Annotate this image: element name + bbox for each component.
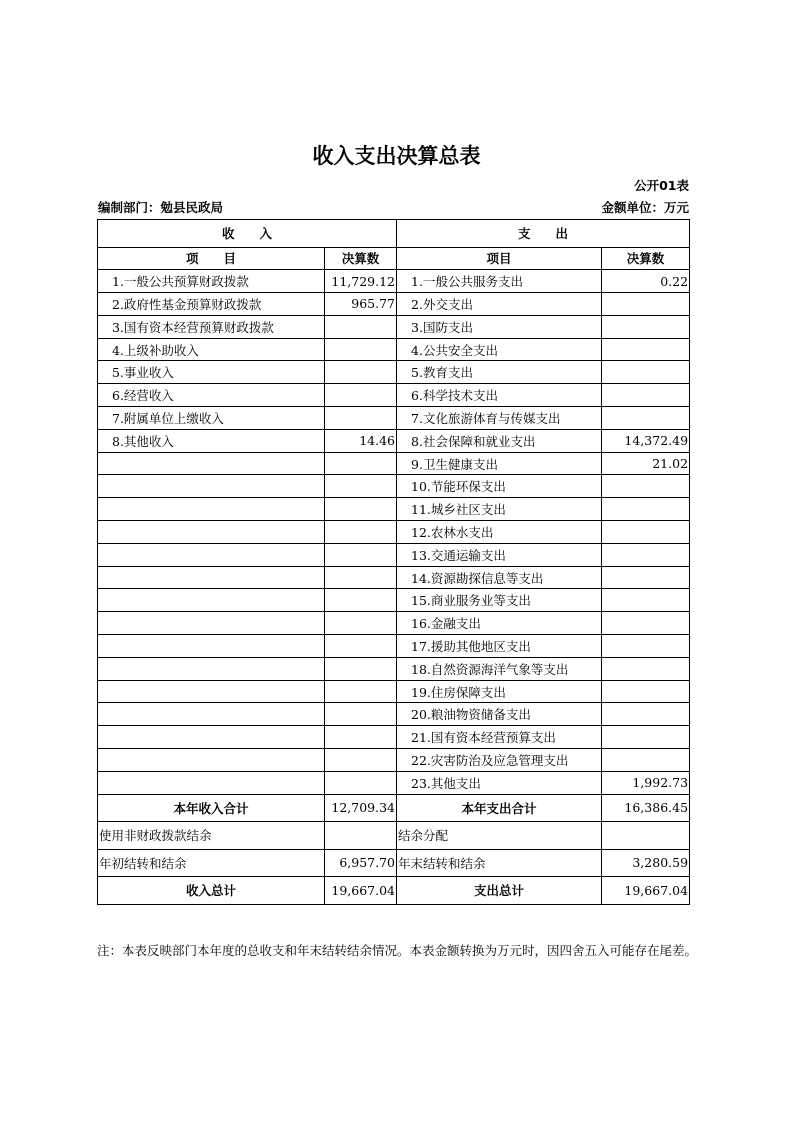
income-value-cell: [325, 589, 397, 612]
expense-value-cell: 1,992.73: [602, 771, 690, 794]
income-value-cell: [325, 749, 397, 772]
expense-item-cell: 14.资源勘探信息等支出: [397, 566, 602, 589]
expense-item-cell: 19.住房保障支出: [397, 680, 602, 703]
income-value-cell: [325, 384, 397, 407]
income-value-cell: [325, 703, 397, 726]
expense-item-cell: 年末结转和结余: [397, 849, 602, 877]
income-item-cell: [98, 703, 325, 726]
page-title: 收入支出决算总表: [312, 144, 481, 168]
expense-item-cell: 22.灾害防治及应急管理支出: [397, 749, 602, 772]
expense-value-cell: [602, 635, 690, 658]
expense-value-cell: [602, 475, 690, 498]
income-item-cell: [98, 475, 325, 498]
income-value-cell: [325, 407, 397, 430]
income-item-cell: 7.附属单位上缴收入: [98, 407, 325, 430]
income-item-cell: [98, 635, 325, 658]
income-item-cell: [98, 521, 325, 544]
income-value-cell: 11,729.12: [325, 270, 397, 293]
expense-section-header: 支 出: [397, 220, 690, 248]
table-row: [98, 338, 690, 361]
expense-value-cell: 21.02: [602, 452, 690, 475]
expense-item-cell: 1.一般公共服务支出: [397, 270, 602, 293]
table-row: [98, 361, 690, 384]
income-value-cell: [325, 475, 397, 498]
table-row: [98, 293, 690, 316]
expense-value-cell: [602, 680, 690, 703]
table-row: [98, 635, 690, 658]
expense-item-cell: 6.科学技术支出: [397, 384, 602, 407]
table-row: [98, 703, 690, 726]
expense-item-cell: 12.农林水支出: [397, 521, 602, 544]
table-row: [98, 498, 690, 521]
income-item-cell: 3.国有资本经营预算财政拨款: [98, 315, 325, 338]
income-value-cell: [325, 657, 397, 680]
expense-item-cell: 3.国防支出: [397, 315, 602, 338]
table-row: [98, 407, 690, 430]
expense-item-cell: 23.其他支出: [397, 771, 602, 794]
income-item-cell: 4.上级补助收入: [98, 338, 325, 361]
expense-item-cell: 20.粮油物资储备支出: [397, 703, 602, 726]
table-row: [98, 566, 690, 589]
income-item-cell: 1.一般公共预算财政拨款: [98, 270, 325, 293]
table-row: [98, 429, 690, 452]
expense-value-cell: [602, 589, 690, 612]
table-row: [98, 452, 690, 475]
table-row: [98, 589, 690, 612]
grand-total-row: [98, 877, 690, 905]
table-row: [98, 543, 690, 566]
income-item-cell: [98, 612, 325, 635]
income-value-cell: 965.77: [325, 293, 397, 316]
expense-item-cell: 10.节能环保支出: [397, 475, 602, 498]
income-value-cell: [325, 612, 397, 635]
expense-grand-total-label: 支出总计: [397, 877, 602, 905]
expense-value-cell: [602, 566, 690, 589]
income-item-cell: 使用非财政拨款结余: [98, 822, 325, 850]
expense-amount-header: 决算数: [602, 247, 690, 270]
income-item-cell: 6.经营收入: [98, 384, 325, 407]
income-amount-header: 决算数: [325, 247, 397, 270]
expense-item-cell: 8.社会保障和就业支出: [397, 429, 602, 452]
income-item-cell: [98, 543, 325, 566]
expense-value-cell: [602, 749, 690, 772]
income-grand-total-label: 收入总计: [98, 877, 325, 905]
expense-value-cell: [602, 543, 690, 566]
table-row: [98, 612, 690, 635]
income-item-cell: [98, 680, 325, 703]
income-value-cell: 14.46: [325, 429, 397, 452]
income-value-cell: [325, 315, 397, 338]
expense-value-cell: [602, 657, 690, 680]
expense-item-cell: 7.文化旅游体育与传媒支出: [397, 407, 602, 430]
footnote: 注：本表反映部门本年度的总收支和年末结转结余情况。本表金额转换为万元时，因四舍五入可能存在尾差。: [97, 943, 698, 958]
table-row: [98, 680, 690, 703]
expense-grand-total-value: 19,667.04: [602, 877, 690, 905]
expense-value-cell: [602, 521, 690, 544]
table-row: [98, 384, 690, 407]
income-item-cell: 8.其他收入: [98, 429, 325, 452]
expense-value-cell: [602, 338, 690, 361]
expense-value-cell: [602, 726, 690, 749]
income-value-cell: [325, 452, 397, 475]
income-value-cell: [325, 771, 397, 794]
expense-item-cell: 17.援助其他地区支出: [397, 635, 602, 658]
expense-item-cell: 16.金融支出: [397, 612, 602, 635]
expense-value-cell: 3,280.59: [602, 849, 690, 877]
income-item-cell: 5.事业收入: [98, 361, 325, 384]
current-year-total-row: [98, 794, 690, 822]
expense-value-cell: 0.22: [602, 270, 690, 293]
income-item-cell: 2.政府性基金预算财政拨款: [98, 293, 325, 316]
expense-item-cell: 21.国有资本经营预算支出: [397, 726, 602, 749]
unit-label: 金额单位：万元: [601, 200, 689, 215]
expense-value-cell: 14,372.49: [602, 429, 690, 452]
income-item-cell: 年初结转和结余: [98, 849, 325, 877]
income-section-header: 收 入: [98, 220, 397, 248]
table-row: [98, 822, 690, 850]
expense-value-cell: [602, 293, 690, 316]
income-value-cell: [325, 521, 397, 544]
income-item-cell: [98, 452, 325, 475]
department-label: 编制部门：勉县民政局: [98, 200, 224, 215]
income-total-value: 12,709.34: [325, 794, 397, 822]
income-item-cell: [98, 589, 325, 612]
income-grand-total-value: 19,667.04: [325, 877, 397, 905]
table-row: [98, 849, 690, 877]
income-value-cell: [325, 822, 397, 850]
table-row: [98, 726, 690, 749]
expense-value-cell: [602, 384, 690, 407]
expense-item-header: 项目: [397, 247, 602, 270]
income-item-header: 项 目: [98, 247, 325, 270]
income-value-cell: 6,957.70: [325, 849, 397, 877]
income-value-cell: [325, 361, 397, 384]
income-item-cell: [98, 749, 325, 772]
expense-value-cell: [602, 407, 690, 430]
income-total-label: 本年收入合计: [98, 794, 325, 822]
table-row: [98, 475, 690, 498]
income-value-cell: [325, 680, 397, 703]
expense-item-cell: 15.商业服务业等支出: [397, 589, 602, 612]
expense-item-cell: 18.自然资源海洋气象等支出: [397, 657, 602, 680]
expense-value-cell: [602, 498, 690, 521]
expense-item-cell: 4.公共安全支出: [397, 338, 602, 361]
expense-item-cell: 5.教育支出: [397, 361, 602, 384]
table-row: [98, 771, 690, 794]
expense-value-cell: [602, 315, 690, 338]
expense-item-cell: 13.交通运输支出: [397, 543, 602, 566]
expense-total-value: 16,386.45: [602, 794, 690, 822]
expense-value-cell: [602, 361, 690, 384]
table-row: [98, 657, 690, 680]
expense-item-cell: 9.卫生健康支出: [397, 452, 602, 475]
income-value-cell: [325, 726, 397, 749]
expense-value-cell: [602, 703, 690, 726]
expense-item-cell: 结余分配: [397, 822, 602, 850]
table-row: [98, 270, 690, 293]
income-item-cell: [98, 771, 325, 794]
income-item-cell: [98, 726, 325, 749]
income-value-cell: [325, 338, 397, 361]
table-row: [98, 315, 690, 338]
income-item-cell: [98, 657, 325, 680]
income-value-cell: [325, 543, 397, 566]
expense-item-cell: 11.城乡社区支出: [397, 498, 602, 521]
table-row: [98, 521, 690, 544]
expense-item-cell: 2.外交支出: [397, 293, 602, 316]
income-item-cell: [98, 566, 325, 589]
table-row: [98, 749, 690, 772]
expense-total-label: 本年支出合计: [397, 794, 602, 822]
income-expense-table: [97, 219, 690, 905]
expense-value-cell: [602, 822, 690, 850]
income-value-cell: [325, 566, 397, 589]
expense-value-cell: [602, 612, 690, 635]
income-value-cell: [325, 498, 397, 521]
income-value-cell: [325, 635, 397, 658]
form-number: 公开01表: [634, 178, 689, 193]
income-item-cell: [98, 498, 325, 521]
